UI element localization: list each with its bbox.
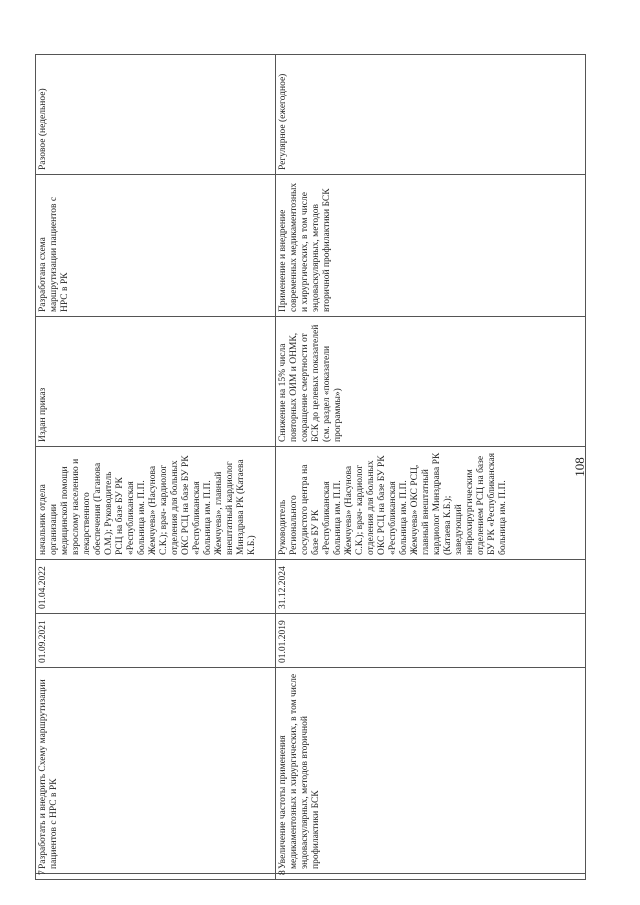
indicator-cell: Издан приказ [36, 317, 276, 447]
result-cell: Применение и внедрение современных медикаментозных и хирургических, в том числе эндоваскулярных, методов вторичной профилактики БСК [276, 175, 586, 317]
end-date-cell: 01.04.2022 [36, 560, 276, 614]
periodicity-cell: Регулярное (ежегодное) [276, 55, 586, 175]
periodicity-cell: Разовое (недельное) [36, 55, 276, 175]
table-row [36, 55, 276, 880]
page-number: 108 [572, 457, 587, 477]
rotated-table-container [35, 55, 585, 880]
rotated-table-frame [35, 55, 585, 880]
table-row [276, 55, 586, 880]
end-date-cell: 31.12.2024 [276, 560, 586, 614]
row-number: 8 [276, 874, 586, 880]
row-number: 7 [36, 874, 276, 880]
responsible-cell: Руководитель Регионального сосудистого центра на базе БУ РК «Республиканская больница им. П.П. Жемчуева» (Насунова С.К.); врач- кардиолог отделения для больных ОКС РСЦ на базе БУ РК «Республиканская больница им. П.П. Жемчуева» ОКС РСЦ, главный внештатный кардиолог Минздрава РК (Катаева К.Б.); заведующий нейрохирургическим отделением РСЦ на базе БУ РК «Республиканская больница им. П.П. [276, 447, 586, 560]
measure-cell: Увеличение частоты применения медикаментозных и хирургических, в том числе эндоваскулярных, методов вторичной профилактики БСК [276, 668, 586, 874]
responsible-cell: начальник отдела организации медицинской помощи взрослому населению и лекарственного обеспечения (Гаганова О.М.); Руководитель РСЦ на базе БУ РК «Республиканская больница им. П.П. Жемчуева» (Насунова С.К.); врач- кардиолог отделения для больных ОКС РСЦ на базе БУ РК «Республиканская больница им. П.П. Жемчуева», главный внештатный кардиолог Минздрава РК (Катаева К.Б.) [36, 447, 276, 560]
measure-cell: Разработать и внедрить Схему маршрутизации пациентов с НРС в РК [36, 668, 276, 874]
start-date-cell: 01.09.2021 [36, 614, 276, 668]
plan-table [35, 54, 586, 880]
start-date-cell: 01.01.2019 [276, 614, 586, 668]
result-cell: Разработана схема маршрутизации пациентов с НРС в РК [36, 175, 276, 317]
indicator-cell: Снижение на 15% числа повторных ОИМ и ОНМК, сокращение смертности от БСК до целевых показателей (см. раздел «показатели программы») [276, 317, 586, 447]
